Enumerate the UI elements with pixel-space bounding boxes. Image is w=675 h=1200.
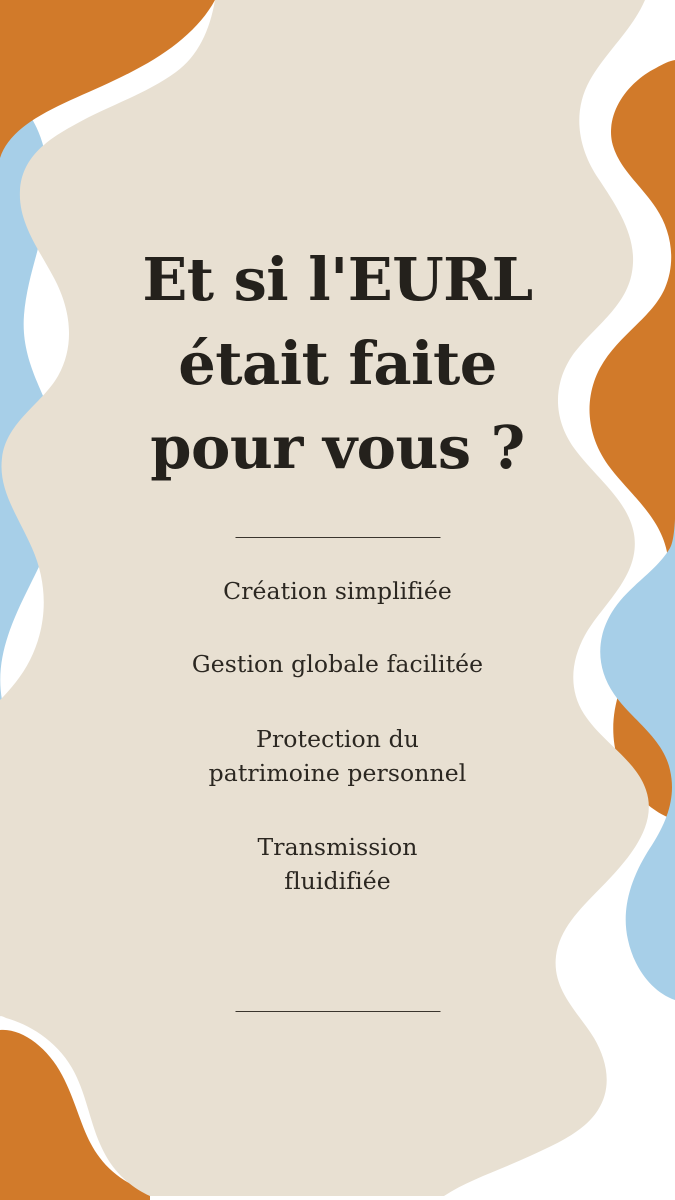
list-item: Gestion globale facilitée bbox=[191, 650, 484, 679]
benefits-list bbox=[0, 575, 675, 898]
divider-bottom bbox=[235, 1011, 440, 1012]
headline-line-2: était faite bbox=[178, 328, 497, 398]
headline-block bbox=[0, 238, 675, 489]
page-title bbox=[0, 238, 675, 489]
list-item: Protection du patrimoine personnel bbox=[208, 724, 467, 787]
headline-line-1: Et si l'EURL bbox=[142, 245, 533, 314]
divider-top bbox=[235, 537, 440, 538]
headline-line-3: pour vous ? bbox=[150, 412, 525, 482]
list-item: Création simplifiée bbox=[223, 577, 452, 605]
list-item: Transmission fluidifiée bbox=[257, 832, 418, 895]
